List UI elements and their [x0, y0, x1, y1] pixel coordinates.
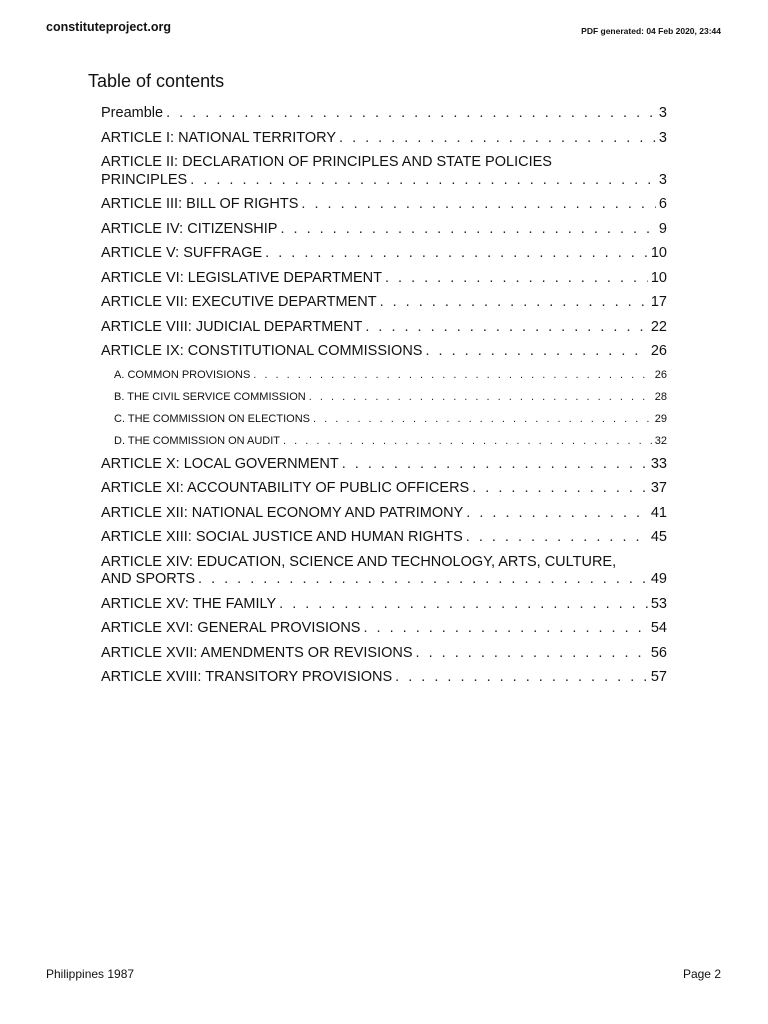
dot-leader [380, 294, 648, 312]
toc-entry-label: ARTICLE III: BILL OF RIGHTS [101, 196, 299, 212]
toc-entry-article-6[interactable] [101, 270, 667, 288]
toc-entry-article-16[interactable] [101, 620, 667, 638]
dot-leader [283, 434, 652, 448]
toc-entry-label: ARTICLE XIII: SOCIAL JUSTICE AND HUMAN RIGHTS [101, 529, 463, 545]
dot-leader [339, 130, 656, 148]
dot-leader [416, 645, 648, 663]
dot-leader [385, 270, 648, 288]
toc-entry-preamble[interactable] [101, 105, 667, 123]
dot-leader [301, 196, 656, 214]
toc-entry-article-15[interactable] [101, 596, 667, 614]
toc-entry-page: 56 [650, 644, 667, 661]
dot-leader [342, 456, 648, 474]
toc-entry-label: D. THE COMMISSION ON AUDIT [114, 434, 281, 447]
toc-entry-page: 6 [658, 196, 667, 212]
toc-entry-label: ARTICLE XVII: AMENDMENTS OR REVISIONS [101, 644, 413, 661]
toc-entry-page: 54 [650, 620, 667, 636]
toc-entry-page: 33 [650, 455, 667, 472]
toc-entry-article-18[interactable] [101, 669, 667, 687]
toc-entry-page: 3 [658, 129, 667, 146]
dot-leader [363, 620, 647, 638]
dot-leader [198, 571, 648, 589]
toc-entry-page: 26 [654, 368, 667, 381]
toc-entry-page: 57 [650, 669, 667, 685]
toc-entry-article-11[interactable] [101, 480, 667, 498]
dot-leader [309, 390, 652, 404]
toc-entry-label: ARTICLE XVI: GENERAL PROVISIONS [101, 620, 361, 636]
toc-entry-label: ARTICLE IV: CITIZENSHIP [101, 220, 278, 237]
dot-leader [313, 412, 652, 426]
toc-entry-label: A. COMMON PROVISIONS [114, 368, 251, 381]
toc-entry-label: ARTICLE XV: THE FAMILY [101, 595, 277, 612]
toc-entry-article-3[interactable] [101, 196, 667, 214]
toc-entry-article-4[interactable] [101, 221, 667, 239]
toc-subentry-civil-service[interactable] [114, 390, 667, 404]
toc-entry-label: ARTICLE XII: NATIONAL ECONOMY AND PATRIMONY [101, 504, 464, 521]
site-name: constituteproject.org [46, 20, 172, 34]
toc-entry-article-8[interactable] [101, 319, 667, 337]
toc-entry-page: 29 [654, 412, 667, 425]
dot-leader [166, 105, 656, 123]
toc-entry-label-continued: PRINCIPLES [101, 171, 188, 188]
dot-leader [425, 343, 647, 361]
toc-subentry-common-provisions[interactable] [114, 368, 667, 382]
dot-leader [472, 480, 648, 498]
dot-leader [279, 596, 648, 614]
toc-entry-label: ARTICLE IX: CONSTITUTIONAL COMMISSIONS [101, 343, 423, 359]
toc-entry-article-7[interactable] [101, 294, 667, 312]
toc-entry-page: 41 [650, 504, 667, 521]
toc-entry-page: 3 [658, 105, 667, 121]
toc-entry-article-10[interactable] [101, 456, 667, 474]
toc-entry-page: 3 [658, 171, 667, 188]
toc-entry-label: ARTICLE XI: ACCOUNTABILITY OF PUBLIC OFFICERS [101, 480, 470, 496]
toc-entry-label-continued: AND SPORTS [101, 571, 196, 587]
toc-entry-page: 26 [650, 343, 667, 359]
toc-entry-page: 49 [650, 571, 667, 587]
toc-entry-article-12[interactable] [101, 505, 667, 523]
toc-entry-label: Preamble [101, 105, 164, 121]
toc-subentry-elections[interactable] [114, 412, 667, 426]
toc-entry-label: ARTICLE VII: EXECUTIVE DEPARTMENT [101, 294, 377, 310]
toc-entry-page: 53 [650, 595, 667, 612]
toc-entry-article-1[interactable] [101, 130, 667, 148]
toc-entry-page: 28 [654, 390, 667, 403]
dot-leader [466, 505, 648, 523]
toc-entry-page: 10 [650, 269, 667, 286]
toc-entry-page: 22 [650, 318, 667, 335]
toc-entry-page: 45 [650, 529, 667, 545]
generated-timestamp: PDF generated: 04 Feb 2020, 23:44 [581, 26, 721, 36]
toc-entry-article-17[interactable] [101, 645, 667, 663]
footer-document-name: Philippines 1987 [46, 967, 135, 981]
toc-entry-label: ARTICLE V: SUFFRAGE [101, 245, 263, 261]
toc-entry-article-9[interactable] [101, 343, 667, 361]
toc-entry-label: ARTICLE I: NATIONAL TERRITORY [101, 129, 337, 146]
toc-entry-article-14[interactable] [101, 554, 667, 589]
toc-entry-label: ARTICLE II: DECLARATION OF PRINCIPLES AND STATE POLICIES [101, 154, 552, 170]
toc-entry-label: B. THE CIVIL SERVICE COMMISSION [114, 390, 306, 403]
toc-entry-label: ARTICLE VI: LEGISLATIVE DEPARTMENT [101, 269, 382, 286]
dot-leader [190, 172, 656, 190]
toc-subentry-audit[interactable] [114, 434, 667, 448]
toc-entry-label: ARTICLE XIV: EDUCATION, SCIENCE AND TECHNOLOGY, ARTS, CULTURE, [101, 553, 617, 570]
toc-entry-label: ARTICLE VIII: JUDICIAL DEPARTMENT [101, 318, 363, 335]
dot-leader [265, 245, 648, 263]
toc-entry-article-13[interactable] [101, 529, 667, 547]
dot-leader [395, 669, 648, 687]
toc-entry-label: ARTICLE X: LOCAL GOVERNMENT [101, 455, 339, 472]
toc-title: Table of contents [88, 71, 225, 91]
table-of-contents [101, 105, 667, 694]
toc-entry-label: ARTICLE XVIII: TRANSITORY PROVISIONS [101, 669, 393, 685]
dot-leader [280, 221, 655, 239]
dot-leader [365, 319, 648, 337]
toc-entry-page: 9 [658, 220, 667, 237]
toc-entry-label: C. THE COMMISSION ON ELECTIONS [114, 412, 310, 425]
toc-entry-page: 37 [650, 480, 667, 496]
footer-page-number: Page 2 [682, 967, 721, 981]
toc-entry-page: 10 [650, 245, 667, 261]
dot-leader [253, 368, 651, 382]
toc-entry-article-2[interactable] [101, 154, 667, 189]
toc-entry-page: 32 [654, 434, 667, 447]
dot-leader [466, 529, 648, 547]
toc-entry-page: 17 [650, 294, 667, 310]
toc-entry-article-5[interactable] [101, 245, 667, 263]
